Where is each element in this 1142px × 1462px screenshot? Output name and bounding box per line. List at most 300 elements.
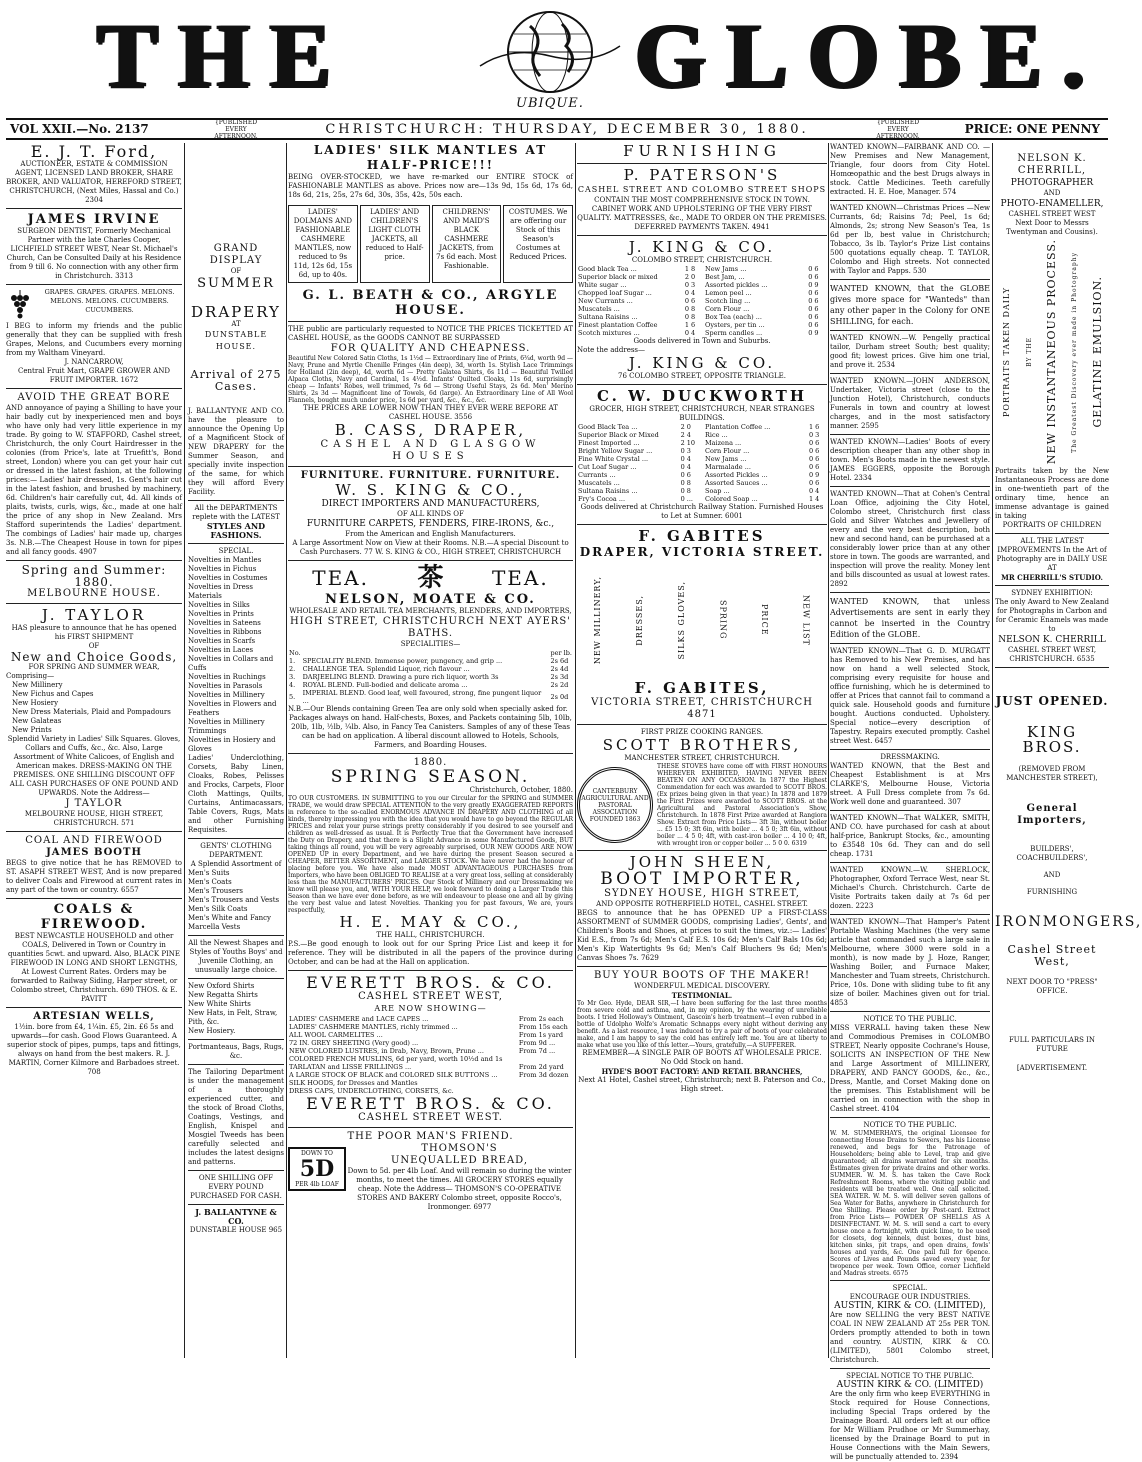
austin-name-2: AUSTIN KIRK & CO. (LIMITED) bbox=[836, 1380, 984, 1390]
list-item: Men's Trousers bbox=[188, 887, 243, 895]
avoid-body: AND annoyance of paying a Shilling to have your hair badly cut by inexperienced men and boys who have only had very little experience in my trade. By going to W. STAFFORD, Cashel street, Christchurch, the only Court Hairdresser in the colonies (from Price's, late at Truefitt's, Bond street, London) where you can get your hair cut or dressed in the latest fashion, at the following prices:— Ladies' hair dressed, 1s. Gent's hair cut in the latest fashion, and brushed by machinery, 6d. Children's hair carefully cut, 4d. All kinds of plaits, twists, curls, wigs, &c., made at one half the price of any shop in New Zealand. Mrs Stafford superintends the Ladies' department. The combings of Ladies' hair made up, charges 3s. N.B.—The Cheapest House in town for pipes and all fancy goods. 4907 bbox=[6, 404, 182, 556]
table-row: Corn Flour ... 0 6 bbox=[705, 447, 820, 455]
encourage: ENCOURAGE OUR INDUSTRIES. bbox=[849, 1293, 971, 1301]
photographer: PHOTOGRAPHER bbox=[1010, 178, 1094, 188]
next-to-press: NEXT DOOR TO "PRESS" OFFICE. bbox=[1006, 978, 1098, 995]
tailoring: The Tailoring Department is under the management of a thoroughly experienced cutter, and the stock of Broad Cloths, Coatings, Vestings, and English, Knispel and Mosgiel Tweeds has been carefully selected and includes the latest designs and patterns. bbox=[188, 1068, 284, 1166]
king-name: W. S. KING & CO., bbox=[335, 481, 526, 499]
mantles-boxes bbox=[288, 203, 573, 285]
special-label: SPECIAL. bbox=[218, 547, 254, 555]
list-item: Novelties in Hosiery and Gloves bbox=[188, 736, 276, 753]
down-to: DOWN TO bbox=[301, 1150, 333, 1157]
summerhays: W. M. SUMMERHAYS, the original Licensee for connecting House Drains to Sewers, has his License renewed, and begs for the Patronage of Householders; being able to Level, trap and give guaranteed; all drains warranted for six months. Estimates given for private drains and other works. SUMMER. W. M. S. has taken the Cave Rock Refreshment Rooms, where the visiting public and residents will be treated well. One call solicited. SEA WATER. W. M. S. will deliver seven gallons of Sea Water for Baths, anywhere in Christchurch for One Shilling. Please order by Post-card. Extract from Price Lists— POWDER OF SHELLS AS A DISINFECTANT. W. M. S. will send a cart to every house once a fortnight, with quick lime, to be used for closets, dog kennels, dust boxes, dust bins, kitchen sinks, pit traps, and open drains, fowls' houses and yards, &c. One pail full for 6pence. Scores of Lives and Pounds saved every year, for twopence per week. Town Office, corner Lichfield and Madras streets. 6575 bbox=[830, 1130, 990, 1277]
summer-label: SUMMER bbox=[197, 276, 275, 291]
removed: (REMOVED FROM MANCHESTER STREET), bbox=[1006, 765, 1098, 782]
poor-head: THE POOR MAN'S FRIEND. bbox=[347, 1131, 514, 1142]
cass-houses: CASHEL AND GLASGOW HOUSES bbox=[320, 439, 541, 462]
sheen-opp: AND OPPOSITE ROTHERFIELD HOTEL, CASHEL STREET. bbox=[596, 900, 808, 908]
vertical-label: The Greatest Discovery ever made in Photography bbox=[1071, 251, 1079, 453]
list-item: Men's Trousers and Vests bbox=[188, 896, 280, 904]
coal-head: COAL AND FIREWOOD bbox=[25, 835, 163, 846]
scott-block bbox=[577, 763, 827, 847]
list-item: Novelties in Silks bbox=[188, 601, 250, 609]
award: The only Award to New Zealand for Photographs in Carbon and for Ceramic Enamels was made to bbox=[995, 598, 1109, 633]
column-rule bbox=[575, 143, 576, 1358]
list-item: Novelties in Mantles bbox=[188, 556, 262, 564]
duck-table-right bbox=[704, 423, 827, 503]
table-row: Best Jam, ... 0 6 bbox=[705, 273, 819, 281]
christchurch-oct: Christchurch, October, 1880. bbox=[469, 786, 573, 794]
column-4 bbox=[577, 143, 827, 1358]
table-row: Currants ... 0 6 bbox=[578, 471, 691, 479]
dunstable-sig: DUNSTABLE HOUSE 965 bbox=[189, 1226, 283, 1234]
king-bros: KING BROS. bbox=[1022, 723, 1082, 756]
table-row: Good black Tea ... 1 8 bbox=[578, 265, 696, 273]
table-row: New Currants ... 0 6 bbox=[578, 297, 696, 305]
column-2 bbox=[188, 143, 284, 1358]
sheen-boot: BOOT IMPORTER, bbox=[600, 869, 804, 889]
jking-table-right bbox=[704, 265, 827, 337]
all-depts: All the DEPARTMENTS replete with the LATEST bbox=[192, 504, 280, 521]
list-item: New White Shirts bbox=[188, 1000, 251, 1008]
list-item: Men's White and Fancy Marcella Vests bbox=[188, 914, 272, 931]
duck-goods: Goods delivered at Christchurch Railway Station. Furnished Houses to Let at Sumner. 6001 bbox=[580, 503, 824, 520]
volume-number: VOL XXII.—No. 2137 bbox=[10, 122, 149, 136]
duckworth-name: C. W. DUCKWORTH bbox=[596, 387, 808, 405]
list-item: Novelties in Flowers and Feathers bbox=[188, 700, 277, 717]
advertisement: [ADVERTISEMENT. bbox=[1016, 1064, 1088, 1072]
vertical-label: NEW LIST bbox=[801, 594, 811, 646]
table-row: Maizena ... 0 6 bbox=[705, 439, 820, 447]
ballantyne-sig: J. BALLANTYNE & CO. bbox=[195, 1207, 277, 1226]
table-row: Oysters, per tin ... 0 6 bbox=[705, 321, 819, 329]
column-rule bbox=[286, 143, 287, 1358]
may-body: TO OUR CUSTOMERS. IN SUBMITTING to you our Circular for the SPRING and SUMMER TRADE, we would draw SPECIAL ATTENTION to the very greatly EXAGGERATED REPORTS in reference to the so-called ENORMOUS ADVANCE IN DRAPERY AND CLOTHING of all kinds, thereby impressing you with the idea that you would have to go beyond the REGULAR PRICES and relax your purse strings pretty considerably if you desired to see yourself and children as well-dressed as usual. It is Perfectly True that the Government have increased the Duty on Drapery, and that there is a Slight Advance in some Manufactured Goods, BUT taking things all round, you will be very agreeably surprised, OUR NEW GOODS ARE NOW OPENED UP in every Department, and we have during the present Season secured a CHEAPER, BETTER ASSORTMENT, and LARGER STOCK. We have never had the honour of placing before you. We have also made MOST ADVANTAGEOUS PURCHASES from Importers, who have been OBLIGED TO REALISE at a very great loss, selling at considerably less than the MANUFACTURERS' PRICES. Our Stock of Millinery and our Dressmaking we know will please you, and, WITH YOUR HELP, we look forward to doing a Larger Trade this Season than we have ever done before, as we will endeavour to please one and all by giving the very best value and latest Novelties. Thanking you for past favours, We are, yours respectfully, bbox=[288, 795, 573, 914]
table-row: Muscatels ... 0 8 bbox=[578, 479, 691, 487]
table-row: Marmalade ... 0 6 bbox=[705, 463, 820, 471]
gabites-vertical bbox=[577, 560, 827, 680]
list-item: Novelties in Costumes bbox=[188, 574, 268, 582]
may-ps: P.S.—Be good enough to look out for our Spring Price List and keep it for reference. They will be distributed in all the papers of the province during October, and can be had at the Hall on application. bbox=[288, 940, 573, 966]
list-item: Men's Coats bbox=[188, 878, 232, 886]
table-row: Corn Flour ... 0 6 bbox=[705, 305, 819, 313]
full-particulars: FULL PARTICULARS IN FUTURE bbox=[1008, 1036, 1096, 1053]
globe-icon bbox=[470, 6, 630, 98]
per-loaf: PER 4lb LOAF bbox=[295, 1181, 339, 1188]
melbourne-house: MELBOURNE HOUSE. bbox=[27, 588, 161, 599]
thomson-bread: UNEQUALLED BREAD, bbox=[390, 1155, 529, 1166]
general-importers: General Importers, bbox=[1017, 803, 1087, 826]
table-row: Sperm candles ... 0 9 bbox=[705, 329, 819, 337]
table-row: New Jams ... 0 6 bbox=[705, 455, 820, 463]
list-item: New Oxford Shirts bbox=[188, 982, 255, 990]
king-line4: From the American and English Manufacturers. bbox=[345, 530, 516, 538]
austin-name-1: AUSTIN, KIRK & CO. (LIMITED), bbox=[834, 1301, 986, 1311]
table-row: Scotch mixtures ... 0 4 bbox=[578, 329, 696, 337]
taylor-name: J. TAYLOR bbox=[41, 606, 147, 624]
jking-note: Note the address— bbox=[577, 346, 646, 354]
table-row: New Jams ... 0 6 bbox=[705, 265, 819, 273]
taylor-signature: J TAYLOR bbox=[65, 798, 123, 809]
table-row: A LARGE STOCK OF BLACK and COLORED SILK BUTTONS ... From 3d dozen bbox=[289, 1071, 569, 1079]
verrall: MISS VERRALL having taken these New and Commodious Premises in COLOMBO STREET, Nearly opposite Cochrane's House, SOLICITS AN INSPECTION OF THE New and Large Assortment of MILLINERY, DRAPERY, AND FANCY GOODS, &c., &c., Dress, Mantle, and Corset Making done on the premises. This Establishment will be carried on in connection with the shop in Cashel street. 4104 bbox=[830, 1024, 990, 1113]
dunstable-house: DUNSTABLE HOUSE. bbox=[204, 330, 268, 351]
wells-body: 1½in. bore from £4, 1¼in. £5, 2in. £6 5s and upwards—for cash. Good Flows Guaranteed. A superior stock of pipes, pumps, taps and fittings, always on hand from the best makers. R. J. MARTIN, Corner Kilmore and Barbadoes street. 708 bbox=[7, 1023, 181, 1076]
cass-name: B. CASS, DRAPER, bbox=[334, 421, 527, 439]
box-dolmans: LADIES' DOLMANS AND FASHIONABLE CASHMERE MANTLES, now reduced to 9s 11d, 12s 6d, 15s 6d, up to 40s. bbox=[288, 205, 358, 283]
table-row: Muscatels ... 0 8 bbox=[578, 305, 696, 313]
builders: BUILDERS', COACHBUILDERS', bbox=[1016, 845, 1088, 862]
duckworth-sub: GROCER, HIGH STREET, CHRISTCHURCH, NEAR STRANGES BUILDINGS. bbox=[589, 405, 815, 422]
special-notice: SPECIAL NOTICE TO THE PUBLIC. bbox=[846, 1372, 974, 1380]
column-rule bbox=[992, 143, 993, 1358]
jking-addr: COLOMBO STREET, CHRISTCHURCH. bbox=[631, 256, 773, 264]
list-item: Novelties in Sateens bbox=[188, 619, 261, 627]
gents-list bbox=[188, 869, 284, 932]
furnishing: FURNISHING bbox=[1026, 888, 1078, 896]
wanted-13: WANTED KNOWN—That Hamper's Patent Portable Washing Machines (the very same article that commanded such a large sale in Melbourne, where 3000 were sold in a month), is now made by J. Hoze, Ranger, Washing Boiler, and Furnace Maker, Manchester and Tuam streets, Christchurch. Price, 10s. Done with sliding tube to fit any size of boiler. Machines given out for trial. 4853 bbox=[830, 918, 990, 1007]
sheen-name: JOHN SHEEN, bbox=[629, 853, 775, 871]
everett-showing: ARE NOW SHOWING— bbox=[374, 1004, 487, 1013]
column-1 bbox=[6, 143, 182, 1358]
tea-header bbox=[288, 564, 573, 592]
special-head: SPECIAL. bbox=[892, 1284, 928, 1292]
box-cashmere: CHILDRENS' AND MAID'S BLACK CASHMERE JACKETS, from 7s 6d each. Most Fashionable. bbox=[432, 205, 502, 283]
tea-right: TEA. bbox=[491, 565, 549, 590]
table-row: 3. DARJEELING BLEND. Drawing a pure rich liquor, worth 3s 2s 3d bbox=[289, 673, 569, 681]
table-row: Chopped loaf Sugar ... 0 4 bbox=[578, 289, 696, 297]
box-costumes: COSTUMES. We are offering our Stock of this Season's Costumes at Reduced Prices. bbox=[503, 205, 573, 283]
hyde-addr: Next A1 Hotel, Cashel street, Christchurch; next B. Paterson and Co., High street. bbox=[578, 1076, 826, 1093]
table-row: Plantation Coffee ... 1 6 bbox=[705, 423, 820, 431]
table-row: 1. SPECIALITY BLEND. Immense power, pungency, and grip ... 2s 6d bbox=[289, 657, 569, 665]
tea-note: N.B.—Our Blends containing Green Tea are only sold when specially asked for. bbox=[288, 705, 568, 713]
year-head: 1880. bbox=[413, 757, 448, 768]
cherrill-name: NELSON K. CHERRILL, bbox=[1017, 153, 1087, 176]
table-row: 2. CHALLENGE TEA. Splendid Liquor, rich flavour ... 2s 4d bbox=[289, 665, 569, 673]
vertical-label: PRICE bbox=[759, 604, 769, 636]
vertical-label: DRESSES, bbox=[634, 594, 644, 646]
just-opened: JUST OPENED. bbox=[995, 694, 1109, 708]
austin-body: Are now SELLING the very BEST NATIVE COAL IN NEW ZEALAND AT 25s PER TON. Orders promptly attended to both in town and country. AUSTIN, KIRK & CO. (LIMITED), 5801 Colombo street, Christchurch. bbox=[830, 1311, 990, 1364]
styles-fashions: STYLES AND FASHIONS. bbox=[206, 521, 266, 540]
gents-dept: GENTS' CLOTHING DEPARTMENT. bbox=[200, 842, 272, 859]
table-row: ALL WOOL CARMELITES ... From 1s yard bbox=[289, 1031, 563, 1039]
table-row: LADIES' CASHMERE MANTLES, richly trimmed ... From 15s each bbox=[289, 1023, 568, 1031]
table-row: COLORED FRENCH MUSLINS, 6d per yard, worth 10½d and 1s bbox=[289, 1055, 503, 1063]
tea-per-header: per lb. bbox=[550, 649, 572, 657]
table-row: Box Tea (each) ... 0 6 bbox=[705, 313, 819, 321]
nancarrow-body: Central Fruit Mart, GRAPE GROWER AND FRUIT IMPORTER. 1672 bbox=[18, 367, 170, 384]
list-item: Novelties in Fichus bbox=[188, 565, 257, 573]
published-note-right: {PUBLISHED EVERY AFTERNOON. bbox=[876, 118, 920, 140]
gents-sub: A Splendid Assortment of bbox=[190, 860, 282, 868]
taylor-goods: New and Choice Goods, bbox=[10, 650, 178, 664]
table-row: Colored Soap ... 1 4 bbox=[705, 495, 820, 503]
king-line1: DIRECT IMPORTERS AND MANUFACTURERS, bbox=[321, 499, 540, 509]
shirts-list bbox=[188, 982, 284, 1036]
table-row: Scotch ling ... 0 6 bbox=[705, 297, 819, 305]
paterson-addr: CASHEL STREET AND COLOMBO STREET SHOPS bbox=[577, 185, 827, 194]
table-row: TARLATAN and LISSE FRILLINGS ... From 2d yard bbox=[289, 1063, 564, 1071]
list-item: New Hosiery. bbox=[188, 1027, 236, 1035]
booth-body: BEGS to give notice that he has REMOVED to ST. ASAPH STREET WEST, And is now prepared to deliver Coals and Firewood at current rates in any part of the town or country. 6557 bbox=[6, 859, 182, 894]
coals-head: COALS & FIREWOOD. bbox=[40, 902, 148, 932]
wanted-2: WANTED KNOWN—Christmas Prices —New Currants, 6d; Raisins 7d; Peel, 1s 6d; Almonds, 2s; strong New Season's Tea, 1s 6d per lb, best value in Christchurch; Tobacco, 3s lb. Taylor's Prize List contains 500 quotations equally cheap. T. TAYLOR, Colombo and High streets. Not connected with Taylor and Papps. 530 bbox=[830, 204, 990, 275]
cashel-west: Cashel Street West, bbox=[1007, 943, 1097, 968]
list-item: New Hats, in Felt, Straw, Pith, &c. bbox=[188, 1009, 278, 1026]
list-item: New Hosiery bbox=[12, 699, 59, 707]
king-body: A Large Assortment Now on View at their Rooms. N.B.—A special Discount to Cash Purchasers. 77 W. S. KING & CO., HIGH STREET, CHRISTCHURCH bbox=[292, 539, 569, 556]
list-item: Novelties in Laces bbox=[188, 646, 254, 654]
bread-price-badge bbox=[288, 1147, 346, 1191]
sydney: SYDNEY EXHIBITION: bbox=[1011, 589, 1093, 597]
tea-no-header: No. bbox=[289, 649, 301, 657]
portraits-body: Portraits taken by the New Instantaneous Process are done in one-twentieth part of the ordinary time, hence an immense advantage is gained in taking bbox=[995, 467, 1109, 520]
scott-name: SCOTT BROTHERS, bbox=[602, 736, 802, 754]
dateline bbox=[6, 118, 1108, 140]
nelson-addr: HIGH STREET, CHRISTCHURCH NEXT AYERS' BATHS. bbox=[290, 616, 571, 639]
hyde-head: HYDE'S BOOT FACTORY: AND RETAIL BRANCHES, bbox=[601, 1067, 803, 1076]
table-row: SILK HOODS, for Dresses and Mantles bbox=[289, 1079, 418, 1087]
association-seal-icon: CANTERBURY AGRICULTURAL AND PASTORAL ASSOCIATION FOUNDED 1863 bbox=[577, 767, 653, 843]
everett-name-1: EVERETT BROS. & CO. bbox=[306, 973, 555, 992]
mantles-body: BEING OVER-STOCKED, we have re-marked our ENTIRE STOCK of FASHIONABLE MANTLES as above. Prices now are—13s 9d, 15s 6d, 17s 6d, 18s 6d, 21s, 25s, 27s 6d, 30s, 35s, 42s, 50s each. bbox=[288, 173, 573, 199]
taylor-for: FOR SPRING AND SUMMER WEAR, bbox=[28, 663, 160, 671]
wells-head: ARTESIAN WELLS, bbox=[33, 1011, 155, 1022]
spring-head: Spring and Summer: 1880. bbox=[21, 563, 167, 589]
everett-name-2: EVERETT BROS. & CO. bbox=[306, 1094, 555, 1113]
children: PORTRAITS OF CHILDREN bbox=[1002, 521, 1102, 529]
place-date: CHRISTCHURCH: THURSDAY, DECEMBER 30, 1880. bbox=[325, 121, 809, 137]
testimonial-head: TESTIMONIAL. bbox=[671, 991, 733, 1000]
tea-pack: Packages always on hand. Half-chests, Boxes, and Packets containing 5lb, 10lb, 20lb, 1lb, ½lb, ¼lb. Also, in Fancy Tea Canisters. Samples of any of these Teas can be had on application. A liberal discount allowed to Hotels, Schools, Farmers, and Boarding Houses. bbox=[289, 714, 572, 749]
list-item: Novelties in Ribbons bbox=[188, 628, 262, 636]
everett-street: CASHEL STREET WEST, bbox=[358, 991, 503, 1002]
king-line3: FURNITURE CARPETS, FENDERS, FIRE-IRONS, &c., bbox=[306, 519, 555, 529]
portmanteaus: Portmanteaus, Bags, Rugs, &c. bbox=[188, 1043, 284, 1060]
table-row: DRESS CAPS, UNDERCLOTHING, CORSETS, &c. bbox=[289, 1087, 454, 1095]
list-item: New Galateas bbox=[12, 717, 62, 725]
vertical-label: GELATINE EMULSION. bbox=[1091, 276, 1105, 428]
column-rule bbox=[184, 143, 185, 1358]
nelson-name: NELSON, MOATE & CO. bbox=[325, 592, 536, 607]
and-label-2: AND bbox=[1043, 871, 1061, 879]
cass-lower: THE PRICES ARE LOWER NOW THAN THEY EVER WERE BEFORE AT CASHEL HOUSE. 3556 bbox=[303, 404, 558, 421]
tea-table bbox=[288, 649, 573, 705]
list-item: New Dress Materials, Plaid and Pompadours bbox=[12, 708, 171, 716]
list-item: New Fichus and Capes bbox=[12, 690, 94, 698]
wanted-4: WANTED KNOWN.—W. Pengelly practical tailor, Durham street South; best quality; good fit; lowest prices. Give him one trial, and prove it. 2534 bbox=[830, 334, 990, 369]
taylor-items bbox=[6, 681, 182, 735]
published-note-left: {PUBLISHED EVERY AFTERNOON. bbox=[214, 118, 258, 140]
list-item: Novelties in Millinery bbox=[188, 691, 265, 699]
masthead bbox=[0, 0, 1114, 125]
ford-name: E. J. T. Ford, bbox=[30, 142, 158, 161]
everett-street-2: CASHEL STREET WEST. bbox=[358, 1112, 503, 1123]
list-item: Novelties in Ruchings bbox=[188, 673, 266, 681]
and-label: AND bbox=[1043, 189, 1061, 197]
avoid-head: AVOID THE GREAT BORE bbox=[17, 392, 171, 403]
spring-season: SPRING SEASON. bbox=[330, 767, 531, 787]
table-row: Fine White Crystal ... 0 4 bbox=[578, 455, 691, 463]
table-row: Superior black or mixed 2 0 bbox=[578, 273, 696, 281]
table-row: Cut Loaf Sugar ... 0 4 bbox=[578, 463, 691, 471]
thomson-name: THOMSON'S bbox=[421, 1143, 498, 1154]
list-item: Novelties in Millinery Trimmings bbox=[188, 718, 265, 735]
table-row: LADIES' CASHMERE and LACE CAPES ... From 2s each bbox=[289, 1015, 564, 1023]
scott-body: THESE STOVES have come off with FIRST HONOURS WHEREVER EXHIBITED, HAVING NEVER BEEN BEATEN ON ANY OCCASION. In 1877 the Highest Commendation for each was awarded to SCOTT BROS. (Ex prizes being given in that year.) In 1878 and 1879 the First Prizes were awarded to SCOTT BROS. at the Agricultural and Pastoral Association's Show, Christchurch. In 1878 First Prize awarded at Rangiora Show. Extract from Price Lists— 3ft 3in, without boiler ... £5 15 0; 3ft 6in, with boiler ... 4 5 0; 3ft 6in, without boiler ... 4 5 0; 4ft, with cast-iron boiler ... 4 10 0; 4ft, with wrought iron or copper boiler ... 5 0 0. 6319 bbox=[657, 763, 827, 847]
table-row: Lemon peel ... 0 6 bbox=[705, 289, 819, 297]
thomson-block bbox=[288, 1143, 573, 1212]
tea-left: TEA. bbox=[312, 565, 369, 590]
list-item: Novelties in Parasols bbox=[188, 682, 263, 690]
cherrill-name-2: NELSON K. CHERRILL bbox=[998, 635, 1106, 645]
table-row: Bright Yellow Sugar ... 0 3 bbox=[578, 447, 691, 455]
ford-body: AUCTIONEER, ESTATE & COMMISSION AGENT, LICENSED LAND BROKER, SHARE BROKER, AND VALUATOR, HEREFORD STREET, CHRISTCHURCH, (Next Miles, Hassal and Co.) 2304 bbox=[6, 160, 182, 204]
dressmaking-head: DRESSMAKING. bbox=[880, 753, 940, 761]
cashel-street: CASHEL STREET WEST bbox=[1008, 210, 1096, 218]
jking-name-2: J. KING & CO. bbox=[628, 354, 776, 372]
list-item: Men's Silk Coats bbox=[188, 905, 248, 913]
jking-table-left bbox=[577, 265, 700, 337]
duck-table-left bbox=[577, 423, 700, 503]
duckworth-prices bbox=[577, 423, 827, 503]
wanted-9: WANTED KNOWN—That G. D. MURGATT has Removed to his New Premises, and has now on hand a well selected Stock, comprising every requisite for house and office furnishing, which he is determined to offer at Prices that cannot fail to command a quick sale. Household goods and furniture bought. Auctions conducted. Upholstery. Special notice—every description of Tapestry. Repairs executed promptly. Cashel street West. 6457 bbox=[830, 647, 990, 745]
table-row: Assorted pickles ... 0 9 bbox=[705, 281, 819, 289]
cass-quality: FOR QUALITY AND CHEAPNESS. bbox=[330, 343, 531, 354]
gabites-name: F. GABITES bbox=[638, 527, 766, 545]
nelson-sub: WHOLESALE AND RETAIL TEA MERCHANTS, BLENDERS, AND IMPORTERS, bbox=[289, 607, 572, 615]
no-odd: No Odd Stock on hand. bbox=[660, 1058, 744, 1066]
table-row: 5. IMPERIAL BLEND. Good leaf, well favoured, strong, fine pungent liquor ... 2s 0d bbox=[289, 689, 569, 705]
table-row: Sultana Raisins ... 0 8 bbox=[578, 487, 691, 495]
scott-addr: MANCHESTER STREET, CHRISTCHURCH. bbox=[624, 754, 780, 762]
list-item: Novelties in Scarfs bbox=[188, 637, 256, 645]
gabites-addr: VICTORIA STREET, CHRISTCHURCH 4871 bbox=[591, 697, 813, 720]
paterson-contain: CONTAIN THE MOST COMPREHENSIVE STOCK IN TOWN. bbox=[594, 196, 810, 204]
taylor-of: OF bbox=[88, 642, 100, 650]
youths: All the Newest Shapes and Styles of Youths Boys' and Juvenile Clothing, an unusually large choice. bbox=[188, 939, 284, 974]
irvine-name: JAMES IRVINE bbox=[27, 212, 161, 227]
five-d: 5D bbox=[299, 1156, 335, 1182]
nancarrow-name: J. NANCARROW, bbox=[64, 358, 124, 366]
king-line2: OF ALL KINDS OF bbox=[397, 510, 464, 518]
gabites-name-2: F. GABITES, bbox=[634, 679, 770, 697]
ballantyne-intro: J. BALLANTYNE AND CO. have the pleasure to announce the Opening Up of a Magnificent Stock of NEW DRAPERY for the Summer Season, and specially invite inspection of the same, for which they will afford Every Facility. bbox=[188, 407, 284, 496]
vertical-label: NEW MILLINERY, bbox=[593, 575, 603, 665]
everett-table bbox=[288, 1015, 573, 1095]
list-item: Novelties in Collars and Cuffs bbox=[188, 655, 274, 672]
grand-display: GRAND DISPLAY bbox=[209, 243, 263, 266]
table-row: Good Black Tea ... 2 0 bbox=[578, 423, 691, 431]
buy-head: BUY YOUR BOOTS OF THE MAKER! bbox=[593, 970, 811, 981]
irvine-body: SURGEON DENTIST, Formerly Mechanical Partner with the late Charles Cooper, LICHFIELD STREET WEST, Near St. Michael's Church, Can be Consulted Daily at his Residence from 9 till 6. No connection with any other firm in Christchurch. 3313 bbox=[6, 227, 182, 280]
thomson-body: Down to 5d. per 4lb Loaf. And will remain so during the winter months, to meet the times. All GROCERY STORES equally cheap. Note the Address— THOMSON'S CO-OPERATIVE STORES AND BAKERY Colombo street, opposite Rocco's, Ironmonger. 6977 bbox=[347, 1167, 572, 1211]
wanted-1: WANTED KNOWN—FAIRBANK AND CO. — New Premises and New Management, Triangle, four doors from City Hotel. Homœopathic and the best Drugs always in stock. Cattle Medicines. Teeth carefully extracted. H. E. Hoe, Manager. 574 bbox=[830, 143, 990, 196]
table-row: NEW COLORED LUSTRES, in Drab, Navy, Brown, Prune ... From 7d ... bbox=[289, 1047, 556, 1055]
list-item: Novelties in Dress Materials bbox=[188, 583, 253, 600]
furniture-head: FURNITURE. FURNITURE. FURNITURE. bbox=[300, 470, 561, 481]
vertical-label: SILKS GLOVES, bbox=[676, 580, 686, 660]
notice-2: NOTICE TO THE PUBLIC. bbox=[863, 1121, 957, 1129]
studio: MR CHERRILL'S STUDIO. bbox=[1001, 573, 1103, 582]
paterson-name: P. PATERSON'S bbox=[623, 166, 781, 184]
ironmongers: IRONMONGERS, bbox=[995, 914, 1142, 930]
list-item: Men's Suits bbox=[188, 869, 230, 877]
masthead-globe: GLOBE. bbox=[634, 4, 1106, 106]
wanted-3: WANTED KNOWN, that the GLOBE gives more space for "Wanteds" than any other paper in the Colony for ONE SHILLING, for each. bbox=[830, 284, 990, 326]
wanted-6: WANTED KNOWN—Ladies' Boots of every description cheaper than any other shop in town. Men's Boots made in the newest style. JAMES EGGERS, opposite the Borough Hotel. 2334 bbox=[830, 438, 990, 482]
testimonial-body: To Mr Geo. Hyde, DEAR SIR,—I have been suffering for the last three months from severe cold and asthma, and, in my opinion, by the wearing of unreliable boots. I tried Holloway's Ointment, Gascoin's herb treatment—I even rubbed in a bottle of Udolpho Wolfe's Aromatic Schnapps every night without deriving any benefit. As a last resource, I was induced to try a pair of boots of your celebrated make, and I am happy to say the cold has entirely left me. You are at liberty to make what use you like of this letter.—Yours, gratefully,—A SUFFERER. bbox=[577, 1000, 827, 1049]
masthead-the: THE bbox=[96, 4, 352, 106]
table-row: Superior Black or Mixed 2 4 bbox=[578, 431, 691, 439]
furnishing-head: FURNISHING bbox=[623, 142, 781, 160]
christchurch: CHRISTCHURCH. 6535 bbox=[1009, 655, 1095, 663]
wanted-8: WANTED KNOWN, that unless Advertisements are sent in early they cannot be inserted in the Country Edition of the GLOBE. bbox=[830, 597, 990, 639]
table-row: Rice ... 0 3 bbox=[705, 431, 820, 439]
table-row: Finest Imported ... 2 10 bbox=[578, 439, 696, 447]
cass-notice: THE public are particularly requested to NOTICE THE PRICES TICKETTED AT CASHEL HOUSE, as the GOODS CANNOT BE SURPASSED bbox=[288, 325, 573, 342]
table-row: Assorted Sauces ... 0 6 bbox=[705, 479, 820, 487]
cashel-street-2: CASHEL STREET WEST, bbox=[1007, 646, 1097, 654]
jking-name: J. KING & CO. bbox=[628, 238, 776, 256]
mantles-head: LADIES' SILK MANTLES AT HALF-PRICE!!! bbox=[313, 143, 548, 172]
grapes-head: GRAPES. GRAPES. GRAPES. MELONS. MELONS. MELONS. CUCUMBERS. CUCUMBERS. bbox=[44, 288, 175, 314]
table-row: White sugar ... 0 3 bbox=[578, 281, 696, 289]
notice-1: NOTICE TO THE PUBLIC. bbox=[863, 1015, 957, 1023]
cass-lines: Beautiful New Colored Satin Cloths, 1s 1½d — Extraordinary line of Prints, 6¾d, worth 9d — Navy, Prune and Myrtle Chenille Fringes (4in deep), 3d, worth 1s. Stylish Lace Trimmings for Holland (2in deep), 4d, worth 6d — Pretty Galatea Shirts, 6s 11d — Beautiful Twilled Alpaca Cloths, Navy and Cardinal, 1s 4½d. Infants' Quilted Cloaks, 11s 6d, surprisingly cheap — Infants' Robes, well trimmed, 7s 6d — Strong Useful Stays, 2s 6d. Men' Merino Shirts, 2s 3d — Magnificent line of Towels, 6d (large). An Extraordinary Line of All Wool Flannels, bought much under price, 1s 6d per yard, &c., &c., &c. bbox=[288, 355, 573, 404]
column-3 bbox=[288, 143, 573, 1358]
jking-goods: Goods delivered in Town and Suburbs. bbox=[633, 337, 771, 345]
underclothing: Ladies' Underclothing, Corsets, Baby Linen, Cloaks, Robes, Pelisses and Frocks, Carpets, Floor Cloth Mattings, Quilts, Curtains, Antimacassars, Table Covers, Rugs, Mats and other Furnishing Requisites. bbox=[188, 754, 284, 834]
improvements: ALL THE LATEST IMPROVEMENTS In the Art of Photography are in DAILY USE AT bbox=[996, 537, 1108, 572]
arrival-head: Arrival of 275 Cases. bbox=[190, 368, 282, 393]
jking-prices bbox=[577, 265, 827, 337]
list-item: New Prints bbox=[12, 726, 52, 734]
beath-name: G. L. BEATH & CO., ARGYLE HOUSE. bbox=[302, 288, 559, 318]
wanted-10: WANTED KNOWN, that the Best and Cheapest Establishment is at Mrs CLARKE'S, Melbourne House, Victoria street. A Full Dress complete from 7s 6d. Work well done and guaranteed. 307 bbox=[830, 762, 990, 806]
price: PRICE: ONE PENNY bbox=[964, 122, 1100, 136]
table-row: Finest plantation Coffee 1 6 bbox=[578, 321, 696, 329]
wanted-7: WANTED KNOWN—That at Cohen's Central Loan Office, adjoining the City Hotel, Colombo street, Christchurch first class Gold and Silver Watches and Jewellery of every and the very best description, both new and second hand, can be purchased at a considerably lower price than at any other store in town. The goods are warranted, and inspection will prove the reality. Money lent and bills discounted as usual at lowest rates. 2892 bbox=[830, 490, 990, 588]
taylor-comprising: Comprising— bbox=[6, 672, 55, 680]
booth-name: JAMES BOOTH bbox=[46, 847, 142, 858]
may-hall: THE HALL, CHRISTCHURCH. bbox=[376, 931, 485, 939]
grapes-icon bbox=[6, 288, 34, 322]
grapes-body: I BEG to inform my friends and the public generally that they can be supplied with fresh Grapes, Melons, and Cucumbers every morning from my Waltham Vineyard. bbox=[6, 322, 182, 357]
list-item: New Millinery bbox=[12, 681, 63, 689]
list-item: New Regatta Shirts bbox=[188, 991, 258, 999]
vertical-label: PORTRAITS TAKEN DAILY bbox=[1001, 287, 1011, 417]
specialities: SPECIALITIES— bbox=[400, 640, 461, 648]
table-row: Sultana Raisins ... 0 8 bbox=[578, 313, 696, 321]
table-row: Soap ... 0 4 bbox=[705, 487, 820, 495]
table-row: 4. ROYAL BLEND. Full-bodied and delicate aroma ... 2s 2d bbox=[289, 681, 569, 689]
list-item: Novelties in Prints bbox=[188, 610, 254, 618]
sheen-addr: SYDNEY HOUSE, HIGH STREET, bbox=[604, 888, 800, 899]
column-5 bbox=[830, 143, 990, 1461]
wanted-11: WANTED KNOWN—That WALKER, SMITH, AND CO. have purchased for cash at about half-price, Bankrupt Stocks, &c., amounting to £3548 10s 6d. They can and do sell cheap. 1731 bbox=[830, 814, 990, 858]
paterson-body: CABINET WORK AND UPHOLSTERING OF THE VERY FIRST QUALITY. MATTRESSES, &c., MADE TO ORDER ON THE PREMISES. DEFERRED PAYMENTS TAKEN. 4941 bbox=[577, 205, 827, 231]
cherrill-vertical bbox=[995, 237, 1109, 467]
remember: REMEMBER—A SINGLE PAIR OF BOOTS AT WHOLESALE PRICE. bbox=[582, 1049, 822, 1057]
column-6 bbox=[995, 143, 1142, 1358]
masthead-motto: UBIQUE. bbox=[516, 96, 584, 111]
column-rule bbox=[828, 143, 829, 1358]
box-jackets: LADIES' AND CHILDREN'S LIGHT CLOTH JACKETS, all reduced to Half-price. bbox=[360, 205, 430, 283]
vertical-label: SPRING bbox=[718, 600, 728, 640]
